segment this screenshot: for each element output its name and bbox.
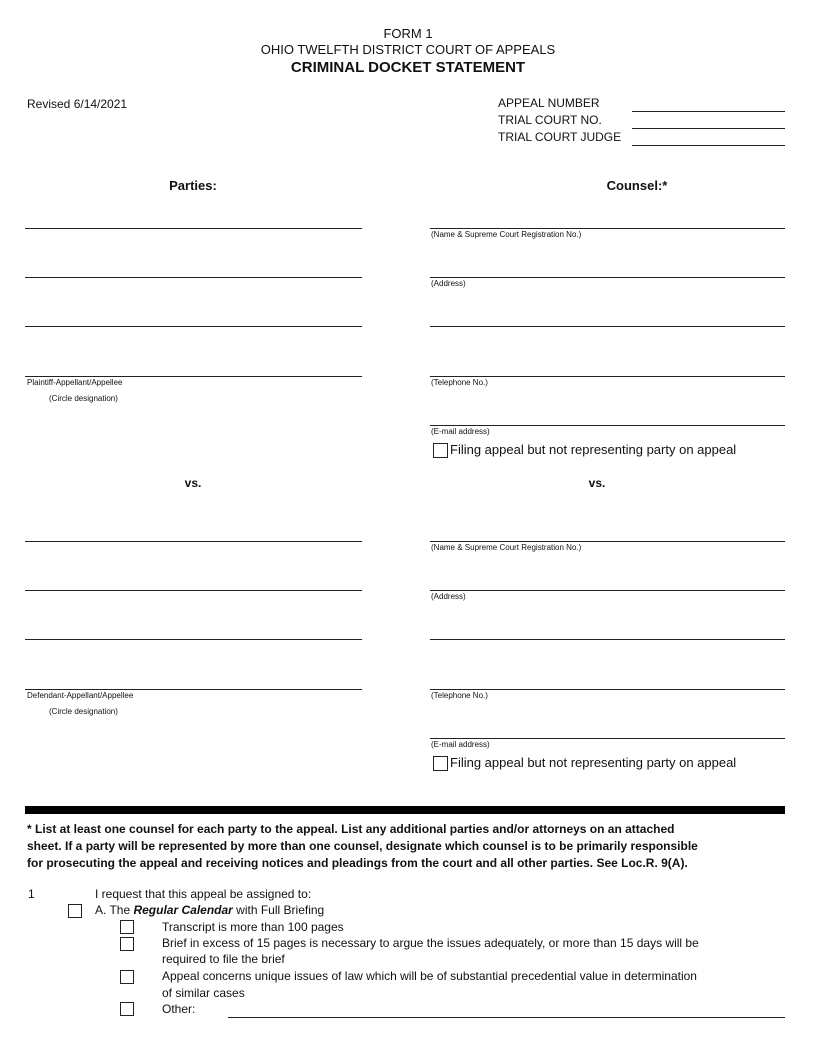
page-title: CRIMINAL DOCKET STATEMENT xyxy=(290,59,526,76)
filing-not-representing-checkbox-1[interactable] xyxy=(433,443,448,458)
defendant-line-3[interactable] xyxy=(25,639,362,640)
option-a-suffix: with Full Briefing xyxy=(232,903,325,917)
trial-court-judge-label: TRIAL COURT JUDGE xyxy=(498,130,622,144)
counsel2-telephone-field[interactable] xyxy=(430,689,785,690)
other-checkbox[interactable] xyxy=(120,1002,134,1016)
defendant-line-1[interactable] xyxy=(25,541,362,542)
option-a-prefix: A. The xyxy=(95,903,134,917)
precedential-label-2: of similar cases xyxy=(162,986,245,1000)
trial-court-no-label: TRIAL COURT NO. xyxy=(498,113,602,127)
plaintiff-label: Plaintiff-Appellant/Appellee xyxy=(27,378,123,387)
section-1-intro: I request that this appeal be assigned to: xyxy=(95,887,312,901)
filing-not-representing-label-1: Filing appeal but not representing party on appeal xyxy=(450,442,737,457)
footnote-line-3: for prosecuting the appeal and receiving notices and pleadings from the court and all other parties. See Loc.R. 9(A). xyxy=(27,856,688,870)
counsel1-name-field[interactable] xyxy=(430,228,785,229)
form-number: FORM 1 xyxy=(383,26,433,41)
counsel2-address-field[interactable] xyxy=(430,590,785,591)
other-field[interactable] xyxy=(228,1017,785,1018)
revised-date: Revised 6/14/2021 xyxy=(27,97,128,111)
defendant-line-2[interactable] xyxy=(25,590,362,591)
brief-checkbox[interactable] xyxy=(120,937,134,951)
other-label: Other: xyxy=(162,1002,196,1016)
counsel1-address-field-2[interactable] xyxy=(430,326,785,327)
transcript-checkbox[interactable] xyxy=(120,920,134,934)
trial-court-judge-field[interactable] xyxy=(632,145,785,146)
vs-left: vs. xyxy=(184,476,202,490)
filing-not-representing-checkbox-2[interactable] xyxy=(433,756,448,771)
option-a-label xyxy=(95,903,324,917)
defendant-line-4[interactable] xyxy=(25,689,362,690)
counsel2-telephone-label: (Telephone No.) xyxy=(431,691,488,700)
brief-label-2: required to file the brief xyxy=(162,952,285,966)
plaintiff-line-2[interactable] xyxy=(25,277,362,278)
regular-calendar-checkbox[interactable] xyxy=(68,904,82,918)
counsel2-address-label: (Address) xyxy=(431,592,466,601)
counsel2-email-label: (E-mail address) xyxy=(431,740,490,749)
counsel1-email-label: (E-mail address) xyxy=(431,427,490,436)
defendant-label: Defendant-Appellant/Appellee xyxy=(27,691,134,700)
plaintiff-line-3[interactable] xyxy=(25,326,362,327)
trial-court-no-field[interactable] xyxy=(632,128,785,129)
transcript-label: Transcript is more than 100 pages xyxy=(162,920,344,934)
footnote-line-1: * List at least one counsel for each party to the appeal. List any additional parties and/or attorneys on an attached xyxy=(27,822,675,836)
section-divider xyxy=(25,806,785,814)
precedential-checkbox[interactable] xyxy=(120,970,134,984)
circle-designation-1: (Circle designation) xyxy=(49,394,118,403)
section-1-number: 1 xyxy=(28,887,35,901)
counsel1-name-label: (Name & Supreme Court Registration No.) xyxy=(431,230,582,239)
precedential-label-1: Appeal concerns unique issues of law which will be of substantial precedential value in determination xyxy=(162,969,697,983)
counsel2-email-field[interactable] xyxy=(430,738,785,739)
circle-designation-2: (Circle designation) xyxy=(49,707,118,716)
counsel1-telephone-field[interactable] xyxy=(430,376,785,377)
counsel2-address-field-2[interactable] xyxy=(430,639,785,640)
vs-right: vs. xyxy=(588,476,606,490)
counsel-heading: Counsel:* xyxy=(606,178,668,193)
option-a-italic: Regular Calendar xyxy=(133,903,233,917)
appeal-number-field[interactable] xyxy=(632,111,785,112)
parties-heading: Parties: xyxy=(169,178,217,193)
footnote-line-2: sheet. If a party will be represented by more than one counsel, designate which counsel is to be primarily responsible xyxy=(27,839,698,853)
counsel2-name-field[interactable] xyxy=(430,541,785,542)
brief-label-1: Brief in excess of 15 pages is necessary to argue the issues adequately, or more than 15 days will be xyxy=(162,936,699,950)
plaintiff-line-4[interactable] xyxy=(25,376,362,377)
counsel1-address-field[interactable] xyxy=(430,277,785,278)
appeal-number-label: APPEAL NUMBER xyxy=(498,96,600,110)
filing-not-representing-label-2: Filing appeal but not representing party on appeal xyxy=(450,755,737,770)
counsel1-email-field[interactable] xyxy=(430,425,785,426)
counsel1-telephone-label: (Telephone No.) xyxy=(431,378,488,387)
court-name: OHIO TWELFTH DISTRICT COURT OF APPEALS xyxy=(260,42,556,57)
counsel2-name-label: (Name & Supreme Court Registration No.) xyxy=(431,543,582,552)
counsel1-address-label: (Address) xyxy=(431,279,466,288)
plaintiff-line-1[interactable] xyxy=(25,228,362,229)
